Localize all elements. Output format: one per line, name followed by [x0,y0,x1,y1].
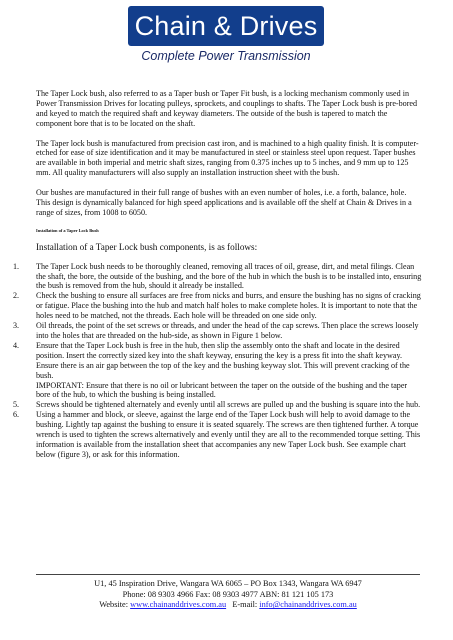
step-number: 3. [13,321,20,331]
important-note: IMPORTANT: Ensure that there is no oil or lubricant between the taper on the outside of the bushing and the taper bore of the hub, to which the bushing is being installed. [36,380,408,400]
footer-phone-line: Phone: 08 9303 4966 Fax: 08 9303 4977 ABN: 81 121 105 173 [122,589,334,599]
email-label: E-mail: [226,600,260,610]
step-text: Using a hammer and block, or sleeve, against the large end of the Taper Lock bush will help to avoid damage to the bushing. Lightly tap against the bushing to ensure it is seated squarely. The screws are then tightened further. A torque wrench is used to tighten the screws alternatively and evenly until they are all to the recommended torque setting. This information is available from the installation sheet that accompanies any new Taper Lock bush. See example chart below (figure 3), or ask for this information. [36,410,421,459]
installation-intro: Installation of a Taper Lock bush components, is as follows: [36,241,258,252]
step-item [13,261,422,292]
website-link[interactable]: www.chainanddrives.com.au [130,600,227,610]
company-tagline: Complete Power Transmission [141,49,311,63]
section-heading: Installation of a Taper Lock Bush [36,227,99,233]
installation-steps [13,261,422,460]
footer-divider [36,574,420,575]
document-body [13,89,422,460]
step-number: 2. [13,291,20,301]
page-footer [36,579,420,611]
step-text: Check the bushing to ensure all surfaces are free from nicks and burrs, and ensure the bushing has no signs of cracking or fatigue. Place the bushing into the hub and match half holes to make complete holes. It is important to note that the holes need to be matched, not the threads. Each hole will be threaded on one side only. [36,291,421,321]
step-text: The Taper Lock bush needs to be thoroughly cleaned, removing all traces of oil, grease, dirt, and metal filings. Clean the shaft, the bore, the outside of the bushing, and the bore of the hub in which the bush is to be installed into, ensuring the bush is removed from the hub, should it already be installed. [36,261,422,291]
step-number: 4. [13,340,20,350]
step-text: Oil threads, the point of the set screws or threads, and under the head of the cap screws. Then place the screws loosely into the holes that are threaded on the hub-side, as shown in Figure 1 below. [36,321,419,340]
company-logo [128,6,324,46]
paragraph-intro: The Taper Lock bush, also referred to as a Taper bush or Taper Fit bush, is a locking mechanism commonly used in Power Transmission Drives for locating pulleys, sprockets, and couplings to shafts. The Taper Lock bush is pre-bored and keyed to match the required shaft and keyway diameters. The outside of the bush is tapered to match the component bore that is to be located on the shaft. [36,89,418,128]
website-label: Website: [99,600,131,610]
step-number: 5. [13,400,20,410]
step-item [13,291,422,321]
paragraph-range: Our bushes are manufactured in their full range of bushes with an even number of holes, i.e. a forth, balance, hole. This design is dynamically balanced for high speed applications and is available off the shelf at Chain & Drives in a range of sizes, from 1008 to 6050. [36,188,412,217]
step-item [13,340,422,400]
footer-web-line [36,600,420,611]
step-item [13,321,422,341]
step-text: Ensure that the Taper Lock bush is free in the hub, then slip the assembly onto the shaft and locate in the desired position. Insert the correctly sized key into the shaft keyway, ensuring the key is a press fit into the shaft keyway. Ensure there is an air gap between the top of the key and the bushing keyway slot. This will prevent cracking of the bush. [36,340,410,380]
step-item [13,400,422,410]
step-number: 1. [13,261,20,271]
step-item [13,410,422,460]
logo-text: Chain & Drives [134,10,318,41]
step-text: Screws should be tightened alternately and evenly until all screws are pulled up and the bushing is square into the hub. [36,400,421,410]
paragraph-manufacture: The Taper lock bush is manufactured from precision cast iron, and is machined to a high quality finish. It is computer-etched for ease of size identification and it may be manufactured in steel or stainless steel upon request. Taper bushes are available in both imperial and metric shaft sizes, ranging from 0.375 inches up to 5 inches, and 9 mm up to 125 mm. All quality manufacturers will also supply an installation instruction sheet with the bush. [36,138,419,178]
email-link[interactable]: info@chainanddrives.com.au [259,600,357,610]
step-number: 6. [13,410,20,420]
footer-address: U1, 45 Inspiration Drive, Wangara WA 6065 – PO Box 1343, Wangara WA 6947 [94,579,362,588]
